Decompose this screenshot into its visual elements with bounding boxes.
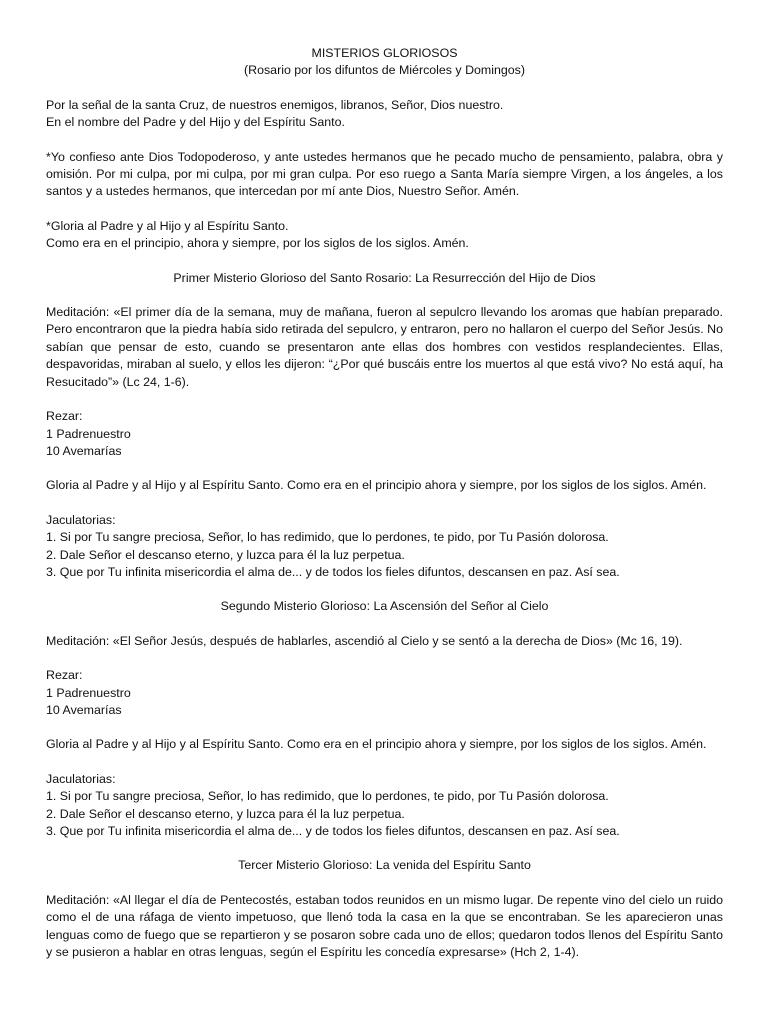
rezar-item: 10 Avemarías [46,443,122,458]
jaculatorias-label: Jaculatorias: [46,512,116,527]
sign-of-cross [46,97,723,132]
meditation-paragraph: Meditación: «Al llegar el día de Pentecostés, estaban todos reunidos en un mismo lugar. De repente vino del cielo un ruido como el de una ráfaga de viento impetuoso, que llenó toda la casa en la que se encontraban. Se les aparecieron unas lenguas como de fuego que se repartieron y se posaron sobre cada uno de ellos; quedaron todos llenos del Espíritu Santo y se pusieron a hablar en otras lenguas, según el Espíritu les concedía expresarse» (Hch 2, 1-4). [46,892,723,960]
mystery-heading: Segundo Misterio Glorioso: La Ascensión del Señor al Cielo [220,599,549,614]
gloria-intro [46,218,723,253]
gloria-line: *Gloria al Padre y al Hijo y al Espíritu Santo. [46,218,289,233]
jaculatorias-block [46,771,723,841]
rezar-label: Rezar: [46,668,83,683]
title-text: MISTERIOS GLORIOSOS [311,46,458,60]
sign-line: Por la señal de la santa Cruz, de nuestros enemigos, libranos, Señor, Dios nuestro. [46,97,504,112]
jaculatoria-item: 2. Dale Señor el descanso eterno, y luzca para él la luz perpetua. [46,547,405,562]
mystery-heading: Tercer Misterio Glorioso: La venida del Espíritu Santo [238,858,531,873]
rezar-item: 1 Padrenuestro [46,426,131,441]
jaculatoria-item: 3. Que por Tu infinita misericordia el alma de... y de todos los fieles difuntos, descansen en paz. Así sea. [46,824,620,838]
rezar-block [46,667,723,719]
mystery-heading: Primer Misterio Glorioso del Santo Rosario: La Resurrección del Hijo de Dios [173,270,596,285]
jaculatorias-block [46,512,723,582]
jaculatoria-item: 1. Si por Tu sangre preciosa, Señor, lo has redimido, que lo perdones, te pido, por Tu Pasión dolorosa. [46,530,609,545]
rezar-block [46,408,723,460]
rezar-item: 10 Avemarías [46,702,122,717]
trinity-line: En el nombre del Padre y del Hijo y del Espíritu Santo. [46,115,345,130]
rezar-item: 1 Padrenuestro [46,685,131,700]
gloria-paragraph: Gloria al Padre y al Hijo y al Espíritu Santo. Como era en el principio ahora y siempre, por los siglos de los siglos. Amén. [46,737,707,752]
meditation-paragraph: Meditación: «El Señor Jesús, después de hablarles, ascendió al Cielo y se sentó a la derecha de Dios» (Mc 16, 19). [46,633,683,648]
document-title [46,45,723,80]
jaculatoria-item: 2. Dale Señor el descanso eterno, y luzca para él la luz perpetua. [46,806,405,821]
subtitle-text: (Rosario por los difuntos de Miércoles y Domingos) [244,63,525,78]
rezar-label: Rezar: [46,409,83,424]
jaculatoria-item: 3. Que por Tu infinita misericordia el alma de... y de todos los fieles difuntos, descansen en paz. Así sea. [46,564,620,579]
jaculatorias-label: Jaculatorias: [46,771,116,786]
confiteor-paragraph: *Yo confieso ante Dios Todopoderoso, y ante ustedes hermanos que he pecado mucho de pensamiento, palabra, obra y omisión. Por mi culpa, por mi culpa, por mi gran culpa. Por eso ruego a Santa María siempre Virgen, a los ángeles, a los santos y a ustedes hermanos, que intercedan por mí ante Dios, Nuestro Señor. Amén. [46,149,723,199]
jaculatoria-item: 1. Si por Tu sangre preciosa, Señor, lo has redimido, que lo perdones, te pido, por Tu Pasión dolorosa. [46,789,609,804]
document-body [46,45,723,961]
gloria-paragraph: Gloria al Padre y al Hijo y al Espíritu Santo. Como era en el principio ahora y siempre, por los siglos de los siglos. Amén. [46,478,707,493]
meditation-paragraph: Meditación: «El primer día de la semana, muy de mañana, fueron al sepulcro llevando los aromas que habían preparado. Pero encontraron que la piedra había sido retirada del sepulcro, y entraron, pero no hallaron el cuerpo del Señor Jesús. No sabían que pensar de esto, cuando se presentaron ante ellas dos hombres con vestidos resplandecientes. Ellas, despavoridas, miraban al suelo, y ellos les dijeron: “¿Por qué buscáis entre los muertos al que está vivo? No está aquí, ha Resucitado”» (Lc 24, 1-6). [46,305,723,389]
gloria-line: Como era en el principio, ahora y siempre, por los siglos de los siglos. Amén. [46,236,469,251]
